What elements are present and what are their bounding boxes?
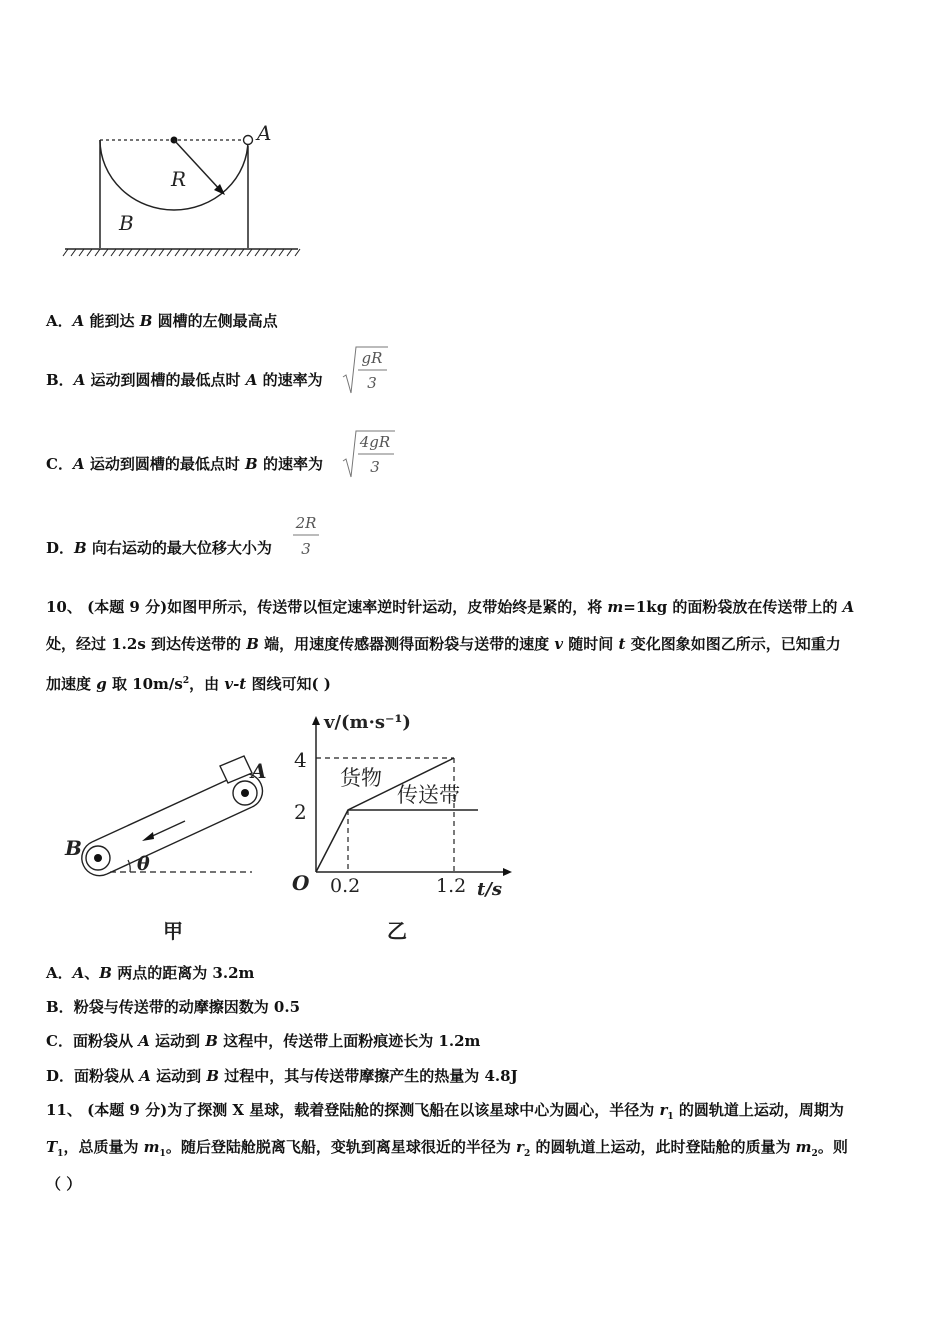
conveyor-figure [60, 748, 270, 948]
q10-option-a: A．A、B 两点的距离为 3.2m [46, 964, 255, 982]
vt-label-goods: 货物 [340, 766, 382, 790]
q9-option-b: B．A 运动到圆槽的最低点时 A 的速率为 [46, 371, 323, 389]
q10-stem-line3: 加速度 g 取 $10m/s^2$，由 v-t 图线可知( ) [46, 675, 331, 693]
q9-option-a: A．A 能到达 B 圆槽的左侧最高点 [46, 312, 278, 330]
q9-c-denominator: 3 [370, 458, 380, 476]
vt-series-goods [316, 758, 454, 872]
fig1-label-B: B [119, 211, 134, 235]
q9-option-d-fraction [291, 510, 325, 560]
q10-option-b: B．粉袋与传送带的动摩擦因数为 0.5 [46, 998, 301, 1016]
fig-jia-caption: 甲 [163, 919, 183, 943]
vt-ylabel: v/(m·s⁻¹) [324, 712, 411, 733]
q9-option-b-sqrt-expr [342, 344, 392, 396]
vt-xtick-1.2: 1.2 [436, 875, 467, 897]
q9-c-numerator: 4gR [359, 433, 391, 451]
q11-stem-line1: 11、 (本题 9 分)为了探测 X 星球，载着登陆舱的探测飞船在以该星球中心为圆心，半径为 $r_1$ 的圆轨道上运动，周期为 [46, 1101, 844, 1122]
q9-b-numerator: gR [361, 349, 383, 367]
q11-stem-line3: （ ） [46, 1175, 82, 1193]
q10-stem-line1: 10、 (本题 9 分)如图甲所示，传送带以恒定速率逆时针运动，皮带始终是紧的，将 m=1kg 的面粉袋放在传送带上的 A [46, 598, 855, 616]
vt-ytick-2: 2 [294, 800, 307, 824]
vt-label-belt: 传送带 [397, 783, 460, 807]
fig-jia-label-B: B [65, 836, 82, 860]
q11-stem-line2: $T_1$，总质量为 $m_1$。随后登陆舱脱离飞船，变轨到离星球很近的半径为 $r_2$ 的圆轨道上运动，此时登陆舱的质量为 $m_2$。则 [46, 1138, 848, 1159]
vt-graph [284, 706, 524, 946]
q9-d-denominator: 3 [301, 540, 311, 558]
q10-option-d: D．面粉袋从 A 运动到 B 过程中，其与传送带摩擦产生的热量为 4.8J [46, 1067, 518, 1085]
fig1-label-A: A [257, 121, 272, 145]
q10-option-c: C．面粉袋从 A 运动到 B 这程中，传送带上面粉痕迹长为 1.2m [46, 1032, 481, 1050]
fig-jia-label-A: A [251, 759, 267, 783]
vt-ytick-4: 4 [294, 748, 307, 772]
fig1-label-R: R [171, 167, 187, 191]
q9-option-d: D．B 向右运动的最大位移大小为 [46, 539, 272, 557]
q9-option-c-sqrt-expr [342, 428, 398, 480]
fig-jia-theta: θ [137, 853, 150, 875]
groove-figure [60, 118, 310, 263]
vt-caption: 乙 [387, 919, 407, 943]
vt-origin: O [292, 871, 310, 895]
q9-b-denominator: 3 [367, 374, 377, 392]
vt-xlabel: t/s [477, 879, 503, 900]
q10-stem-line2: 处，经过 1.2s 到达传送带的 B 端，用速度传感器测得面粉袋与送带的速度 v 随时间 t 变化图象如图乙所示，已知重力 [46, 635, 841, 653]
q9-option-c: C．A 运动到圆槽的最低点时 B 的速率为 [46, 455, 323, 473]
q9-d-numerator: 2R [295, 514, 317, 532]
vt-xtick-0.2: 0.2 [330, 875, 361, 897]
